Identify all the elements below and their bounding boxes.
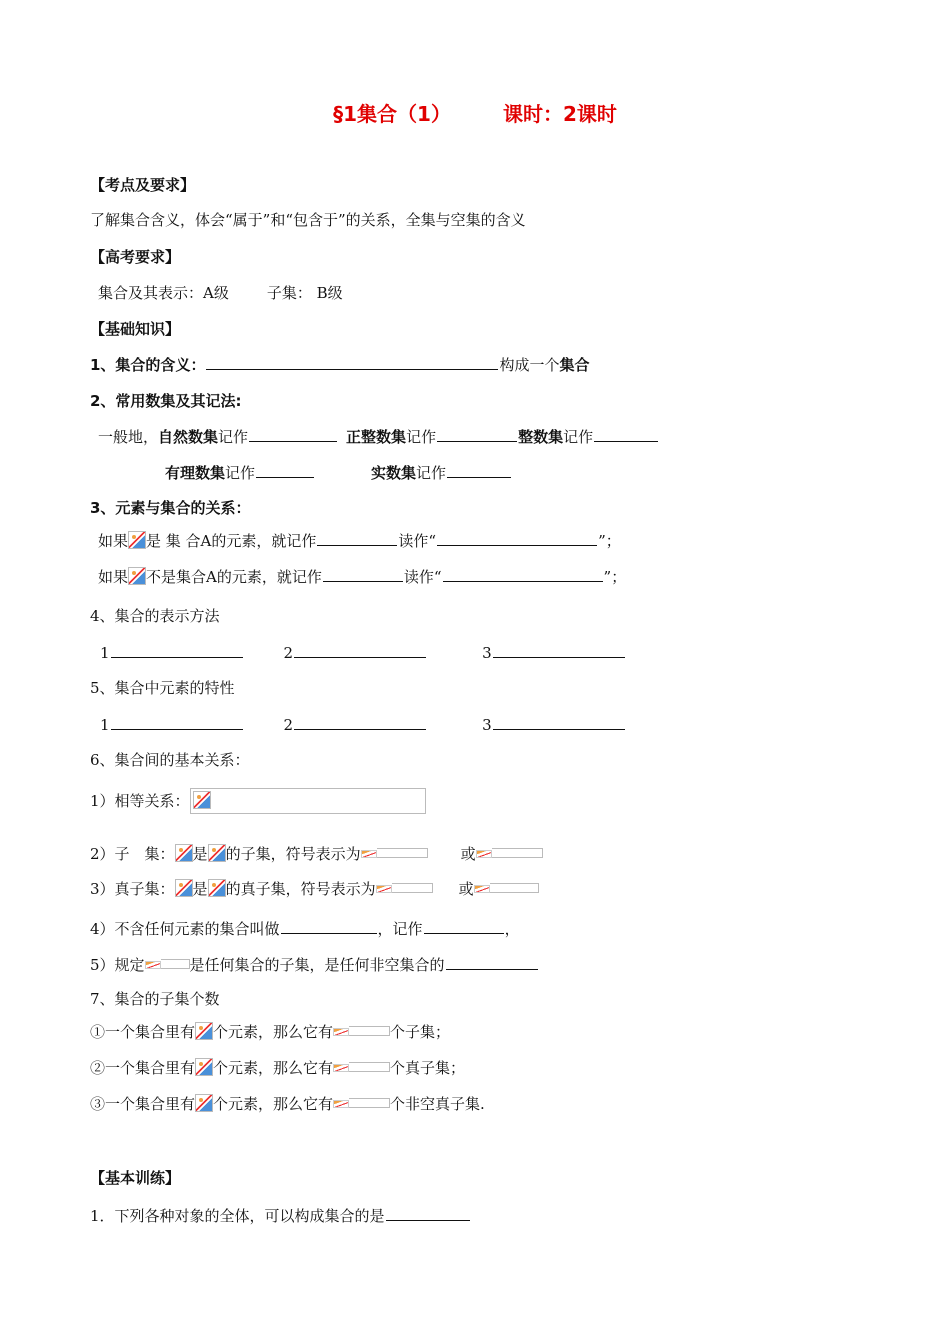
q7-s3 xyxy=(90,1094,485,1114)
q6-r1 xyxy=(90,788,426,814)
rational-label: 有理数集 xyxy=(165,464,226,482)
q6-r3 xyxy=(90,879,539,899)
section-jichu: 【基础知识】 xyxy=(90,320,181,338)
image-placeholder-icon xyxy=(361,850,377,858)
answer-box[interactable] xyxy=(349,1062,390,1072)
blank-rational[interactable] xyxy=(256,462,314,478)
q6-r5-a: 5）规定 xyxy=(90,956,145,974)
kaodian-text: 了解集合含义，体会“属于”和“包含于”的关系，全集与空集的含义 xyxy=(90,211,526,229)
q3-row2 xyxy=(98,566,626,587)
q7-s3-c: 个非空真子集. xyxy=(390,1095,485,1113)
gaokao-a: 集合及其表示：A级 xyxy=(98,284,229,302)
q1-tail: 构成一个 xyxy=(499,356,560,374)
q3-p2: 如果 xyxy=(98,568,129,586)
blank-empty-symbol[interactable] xyxy=(424,918,504,934)
answer-box[interactable] xyxy=(392,883,433,893)
q3-label: 3、元素与集合的关系： xyxy=(90,499,251,517)
note: 记作 xyxy=(225,464,256,482)
image-placeholder-icon xyxy=(195,1094,213,1112)
q3-p2-end: ”； xyxy=(603,568,627,586)
blank-q5-1[interactable] xyxy=(111,714,243,730)
note: 记作 xyxy=(563,428,594,446)
q6-r4 xyxy=(90,918,520,939)
image-placeholder-icon xyxy=(193,791,211,809)
image-placeholder-box xyxy=(190,788,426,814)
q4-label: 4、集合的表示方法 xyxy=(90,607,220,625)
blank-q1[interactable] xyxy=(206,354,498,370)
blank-empty-set[interactable] xyxy=(281,918,377,934)
note: 记作 xyxy=(406,428,437,446)
q4-n2: 2 xyxy=(283,644,294,662)
title-right: 课时：2课时 xyxy=(502,102,617,126)
q1-tail-bold: 集合 xyxy=(559,356,590,374)
q6-r4-a: 4）不含任何元素的集合叫做 xyxy=(90,920,280,938)
q6-label: 6、集合间的基本关系： xyxy=(90,751,250,769)
q7-label: 7、集合的子集个数 xyxy=(90,990,220,1008)
q5-n3: 3 xyxy=(482,716,492,734)
q6-r2-a: 2）子 集： xyxy=(90,845,175,863)
q3-p1: 如果 xyxy=(98,532,129,550)
title-left: §1集合（1） xyxy=(333,102,451,126)
image-placeholder-icon xyxy=(128,567,146,585)
q3-p2-read: 读作“ xyxy=(403,568,442,586)
q3-p1-end: ”； xyxy=(598,532,621,550)
q2-row2 xyxy=(165,462,512,483)
q6-r1-label: 1）相等关系： xyxy=(90,792,190,810)
image-placeholder-icon xyxy=(376,885,392,893)
answer-box[interactable] xyxy=(490,883,539,893)
q6-r5 xyxy=(90,954,539,975)
blank-belongs[interactable] xyxy=(317,530,397,546)
t1-text: 1．下列各种对象的全体，可以构成集合的是 xyxy=(90,1207,385,1225)
image-placeholder-icon xyxy=(476,850,492,858)
image-placeholder-icon xyxy=(474,885,490,893)
natural-label: 自然数集 xyxy=(158,428,219,446)
section-gaokao: 【高考要求】 xyxy=(90,248,181,266)
q7-s1-c: 个子集； xyxy=(390,1023,451,1041)
q7-s2-b: 个元素，那么它有 xyxy=(213,1059,334,1077)
answer-box[interactable] xyxy=(349,1098,390,1108)
q7-s1-a: ①一个集合里有 xyxy=(90,1023,196,1041)
image-placeholder-icon xyxy=(195,1022,213,1040)
image-placeholder-icon xyxy=(333,1100,349,1108)
gaokao-line xyxy=(98,283,343,303)
blank-proper-subset[interactable] xyxy=(446,954,538,970)
image-placeholder-icon xyxy=(333,1028,349,1036)
q4-n1: 1 xyxy=(100,644,110,662)
image-placeholder-icon xyxy=(208,844,226,862)
blank-belongs-read[interactable] xyxy=(437,530,597,546)
answer-box[interactable] xyxy=(492,848,543,858)
section-kaodian: 【考点及要求】 xyxy=(90,176,196,194)
q5-n2: 2 xyxy=(283,716,294,734)
q6-r2-c: 的子集，符号表示为 xyxy=(225,845,361,863)
q1-label: 1、集合的含义： xyxy=(90,356,206,374)
q6-r3-c: 的真子集，符号表示为 xyxy=(225,880,376,898)
note: 记作 xyxy=(416,464,447,482)
q4-row xyxy=(100,642,626,663)
q6-r3-b: 是 xyxy=(192,880,208,898)
q6-r5-b: 是任何集合的子集，是任何非空集合的 xyxy=(189,956,445,974)
q2-label: 2、常用数集及其记法: xyxy=(90,392,242,410)
note: 记作 xyxy=(218,428,249,446)
q7-s3-a: ③一个集合里有 xyxy=(90,1095,196,1113)
blank-real[interactable] xyxy=(447,462,511,478)
blank-t1[interactable] xyxy=(386,1205,470,1221)
blank-not-belongs[interactable] xyxy=(323,566,403,582)
positive-label: 正整数集 xyxy=(346,428,407,446)
q3-row1 xyxy=(98,530,621,551)
q5-n1: 1 xyxy=(100,716,110,734)
image-placeholder-icon xyxy=(208,879,226,897)
q7-s1 xyxy=(90,1022,450,1042)
image-placeholder-icon xyxy=(333,1064,349,1072)
gaokao-b: 子集： B级 xyxy=(266,284,343,302)
q6-r2-b: 是 xyxy=(192,845,208,863)
blank-integer[interactable] xyxy=(594,426,658,442)
blank-positive[interactable] xyxy=(437,426,517,442)
blank-q5-3[interactable] xyxy=(493,714,625,730)
q7-s2-a: ②一个集合里有 xyxy=(90,1059,196,1077)
integer-label: 整数集 xyxy=(518,428,564,446)
t1-line xyxy=(90,1205,471,1226)
blank-q4-2[interactable] xyxy=(294,642,426,658)
q3-p1-is: 是 集 合A的元素，就记作 xyxy=(146,532,317,550)
answer-box[interactable] xyxy=(377,848,428,858)
image-placeholder-icon xyxy=(175,879,193,897)
blank-not-belongs-read[interactable] xyxy=(443,566,603,582)
q6-r2-or: 或 xyxy=(460,845,476,863)
q6-r4-b: ，记作 xyxy=(377,920,423,938)
real-label: 实数集 xyxy=(371,464,417,482)
answer-box[interactable] xyxy=(161,959,190,969)
q6-r3-a: 3）真子集： xyxy=(90,880,175,898)
q3-p1-read: 读作“ xyxy=(398,532,437,550)
q3-p2-is: 不是集合A的元素，就记作 xyxy=(146,568,322,586)
image-placeholder-icon xyxy=(128,531,146,549)
q6-r2 xyxy=(90,844,543,864)
image-placeholder-icon xyxy=(175,844,193,862)
q7-s2-c: 个真子集； xyxy=(390,1059,466,1077)
blank-q4-1[interactable] xyxy=(111,642,243,658)
q6-r3-or: 或 xyxy=(458,880,474,898)
q7-s3-b: 个元素，那么它有 xyxy=(213,1095,334,1113)
q7-s2 xyxy=(90,1058,465,1078)
q5-row xyxy=(100,714,626,735)
q6-r4-c: ， xyxy=(504,920,520,938)
q7-s1-b: 个元素，那么它有 xyxy=(213,1023,334,1041)
blank-q4-3[interactable] xyxy=(493,642,625,658)
blank-q5-2[interactable] xyxy=(294,714,426,730)
q1-line xyxy=(90,354,589,375)
blank-natural[interactable] xyxy=(249,426,337,442)
image-placeholder-icon xyxy=(145,961,161,969)
q2-lead: 一般地， xyxy=(98,428,159,446)
q4-n3: 3 xyxy=(482,644,492,662)
q5-label: 5、集合中元素的特性 xyxy=(90,679,235,697)
page-title xyxy=(0,98,950,127)
section-xunlian: 【基本训练】 xyxy=(90,1169,181,1187)
q2-row1 xyxy=(98,426,659,447)
answer-box[interactable] xyxy=(349,1026,390,1036)
image-placeholder-icon xyxy=(195,1058,213,1076)
